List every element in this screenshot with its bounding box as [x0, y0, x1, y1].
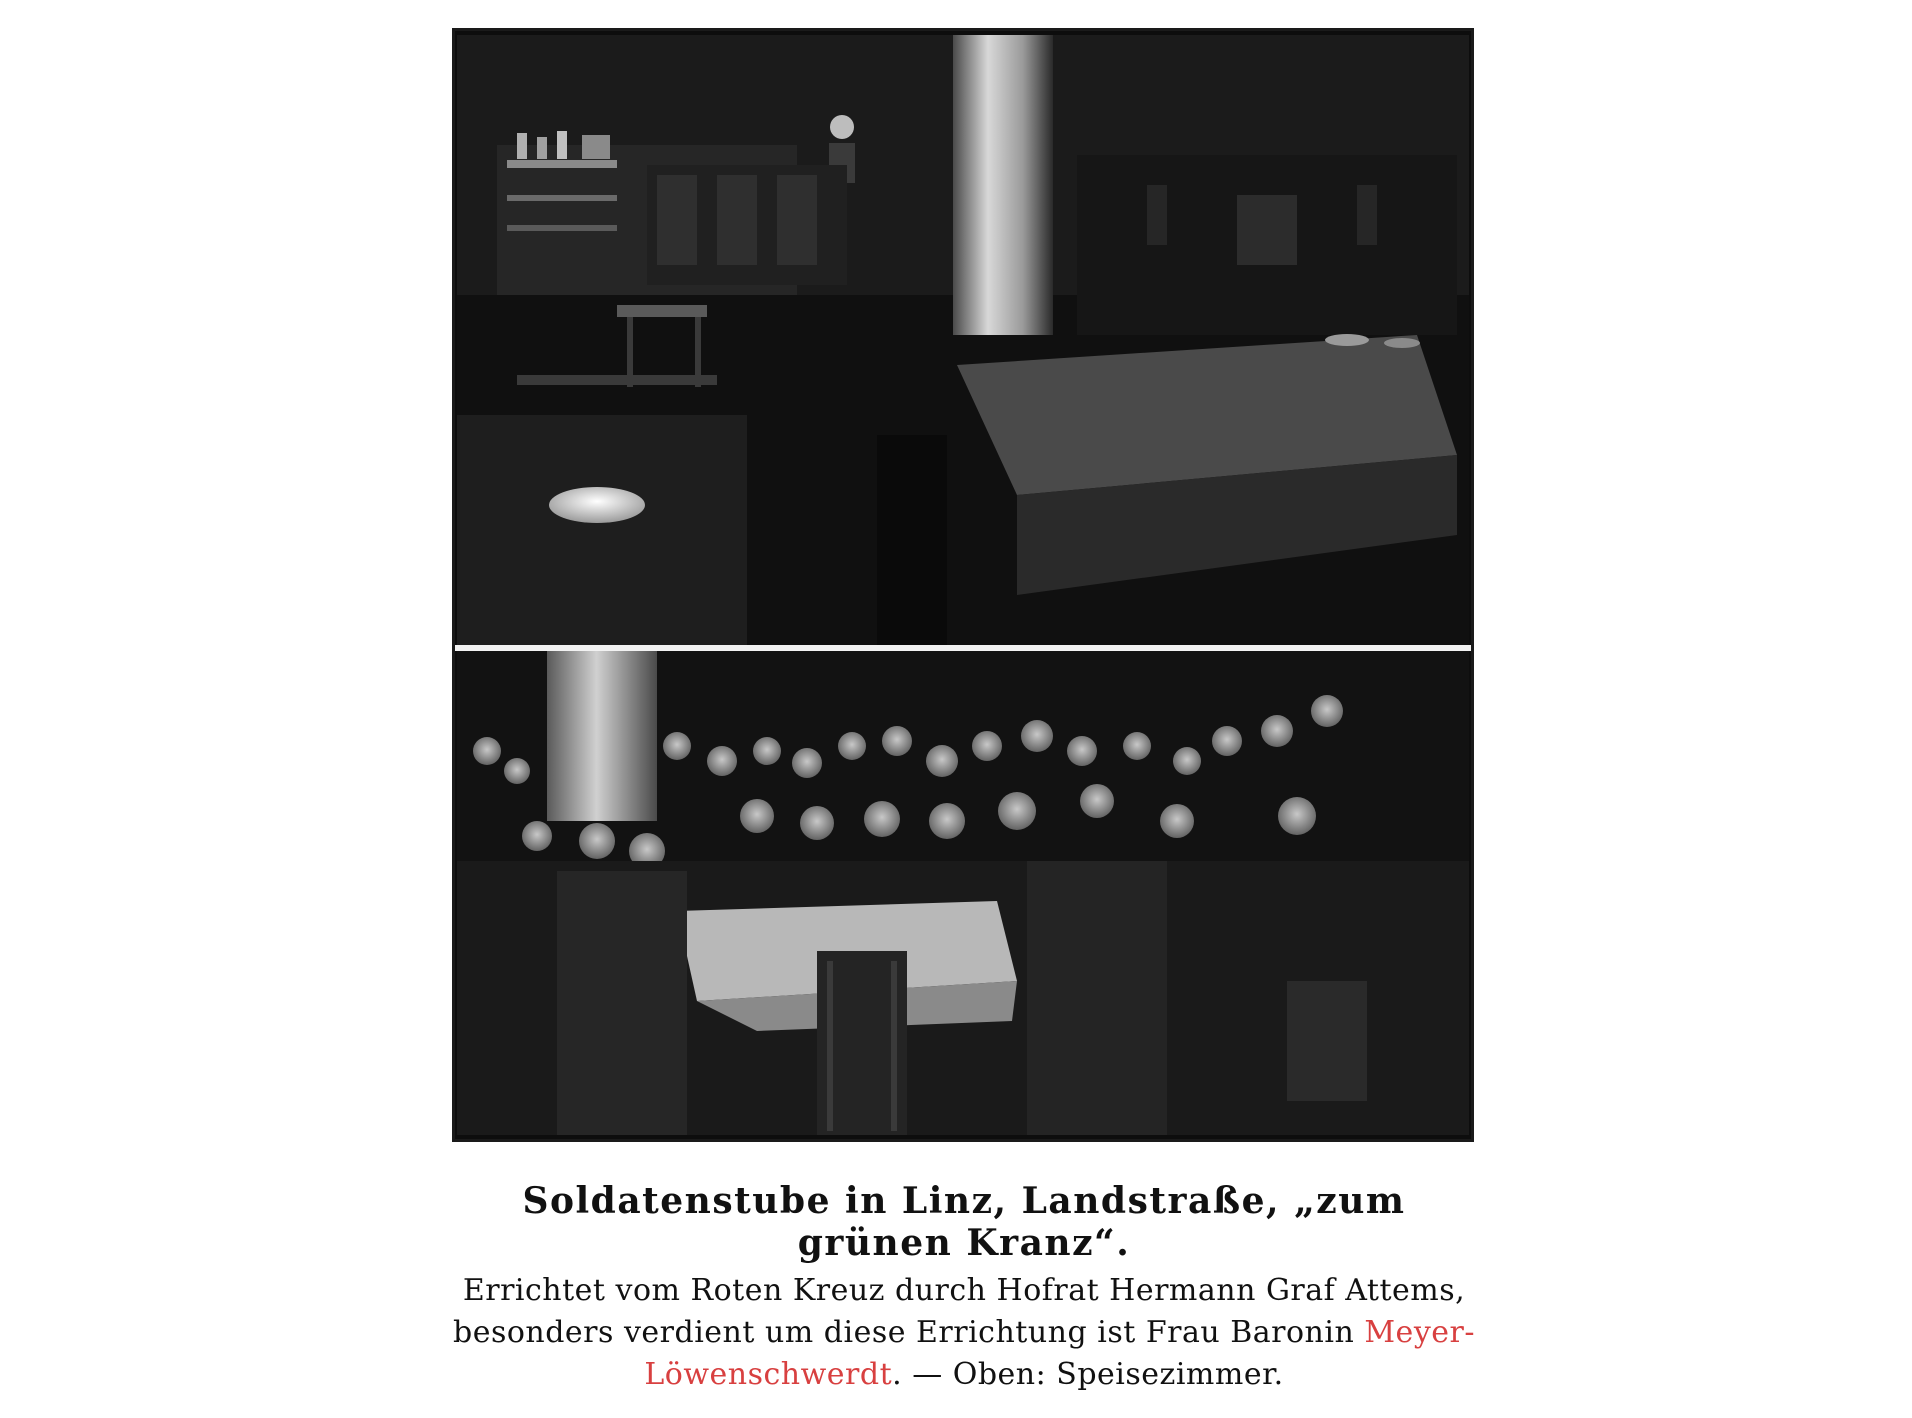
- soldiers-room-photo: [457, 651, 1469, 1135]
- caption: [440, 1180, 1488, 1396]
- photo-frame: [452, 28, 1474, 1142]
- caption-body-text: Errichtet vom Roten Kreuz durch Hofrat Hermann Graf Attems, besonders verdient um diese Errichtung ist Frau Baronin: [452, 1273, 1466, 1350]
- caption-body-tail: . — Oben: Speisezimmer.: [892, 1357, 1284, 1392]
- highlighted-name: Meyer-Löwenschwerdt: [644, 1315, 1475, 1392]
- caption-body: [440, 1270, 1488, 1396]
- dining-room-photo: [457, 35, 1469, 645]
- caption-title: Soldatenstube in Linz, Landstraße, „zum grünen Kranz“.: [522, 1180, 1406, 1264]
